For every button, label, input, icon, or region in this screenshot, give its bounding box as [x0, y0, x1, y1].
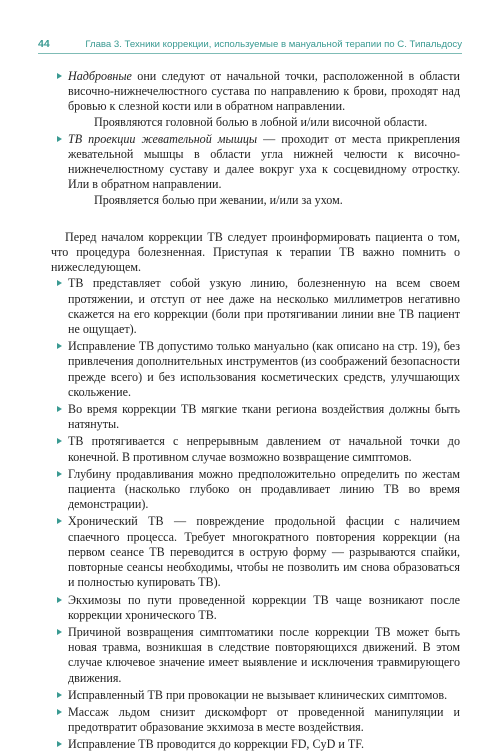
list-item [57, 737, 460, 752]
item-text: Исправленный ТВ при провокации не вызывает клинических симптомов. [68, 687, 448, 702]
item-text: Глубину продавливания можно предположительно определить по жестам пациента (насколько глубоко он продавливает линию ТВ во время демонстрации). [68, 466, 460, 512]
list-item [57, 69, 460, 130]
bullet-triangle-icon [57, 73, 62, 79]
list-item [57, 705, 460, 735]
page-number: 44 [38, 38, 50, 50]
list-item [57, 434, 460, 464]
bullet-triangle-icon [57, 136, 62, 142]
bullet-triangle-icon [57, 692, 62, 698]
item-text: Исправление ТВ проводится до коррекции FD, CyD и TF. [68, 737, 365, 752]
item-text: Исправление ТВ допустимо только мануально (как описано на стр. 19), без привлечения дополнительных инструментов (из соображений безопасности прежде всего) и без использования косметических средств, улучшающих скольжение. [68, 339, 460, 399]
item-text: Массаж льдом снизит дискомфорт от проведенной манипуляции и предотвратит образование экхимоза в месте воздействия. [68, 704, 460, 735]
bullet-triangle-icon [57, 741, 62, 747]
item-text: Хронический ТВ — повреждение продольной фасции с наличием спаечного процесса. Требует многократного повторения коррекции (на первом сеансе ТВ переводится в острую форму — разрываются спайки, повторные сеансы необходимы, чтобы не позволить им снова образоваться и полностью купировать ТВ). [68, 514, 460, 590]
page-header [38, 38, 462, 50]
bullet-triangle-icon [57, 597, 62, 603]
item-text: — проходит от места прикрепления жевательной мышцы в области угла нижней челюсти к височно-нижнечелюстному суставу и далее вокруг уха к сосцевидному отростку. Или в обратном направлении. [68, 131, 461, 192]
bullet-triangle-icon [57, 518, 62, 524]
bullet-triangle-icon [57, 629, 62, 635]
symptom-text: Проявляется болью при жевании, и/или за ухом. [94, 192, 343, 207]
item-text: ТВ представляет собой узкую линию, болезненную на всем своем протяжении, и отступ от нее даже на несколько миллиметров негативно скажется на его коррекции (боли при протягивании линии вне ТВ пациент не ощущает). [68, 276, 460, 337]
item-text: Во время коррекции ТВ мягкие ткани региона воздействия должны быть натянуты. [68, 402, 460, 432]
term: ТВ проекции жевательной мышцы [68, 131, 258, 146]
intro-paragraph: Перед началом коррекции ТВ следует проинформировать пациента о том, что процедура болезненная. Приступая к терапии ТВ важно помнить о нижеследующем. [51, 229, 460, 275]
bullet-triangle-icon [57, 343, 62, 349]
list-item [57, 593, 460, 623]
header-rule [38, 53, 462, 54]
list-item [57, 402, 460, 432]
section-spacer [57, 208, 460, 230]
list-item [57, 132, 460, 208]
bullet-triangle-icon [57, 709, 62, 715]
list-item [57, 276, 460, 337]
bullet-triangle-icon [57, 280, 62, 286]
bullet-list [57, 276, 460, 752]
list-item [57, 514, 460, 590]
bullet-triangle-icon [57, 471, 62, 477]
list-item [57, 467, 460, 513]
term: Надбровные [68, 69, 132, 83]
list-item [57, 625, 460, 686]
bullet-triangle-icon [57, 406, 62, 412]
list-item [57, 688, 460, 703]
bullet-triangle-icon [57, 438, 62, 444]
list-item [57, 339, 460, 400]
item-text: Экхимозы по пути проведенной коррекции ТВ чаще возникают после коррекции хронического ТВ. [68, 592, 460, 622]
running-title: Глава 3. Техники коррекции, используемые в мануальной терапии по С. Типальдосу [85, 39, 462, 50]
page-content [51, 69, 461, 753]
item-text: они следуют от начальной точки, расположенной в области височно-нижнечелюстного сустава по направлению к брови, проходят над бровью к слезной кости или в обратном направлении. [68, 69, 460, 114]
item-text: Причиной возвращения симптоматики после коррекции ТВ может быть новая травма, возникшая в следствие повторяющихся движений. В этом случае ключевое значение имеет выявление и исключения травмирующего движения. [68, 624, 460, 685]
item-text: ТВ протягивается с непрерывным давлением от начальной точки до конечной. В противном случае возможно возвращение симптомов. [68, 434, 460, 464]
symptom-text: Проявляются головной болью в лобной и/или височной области. [94, 114, 428, 129]
